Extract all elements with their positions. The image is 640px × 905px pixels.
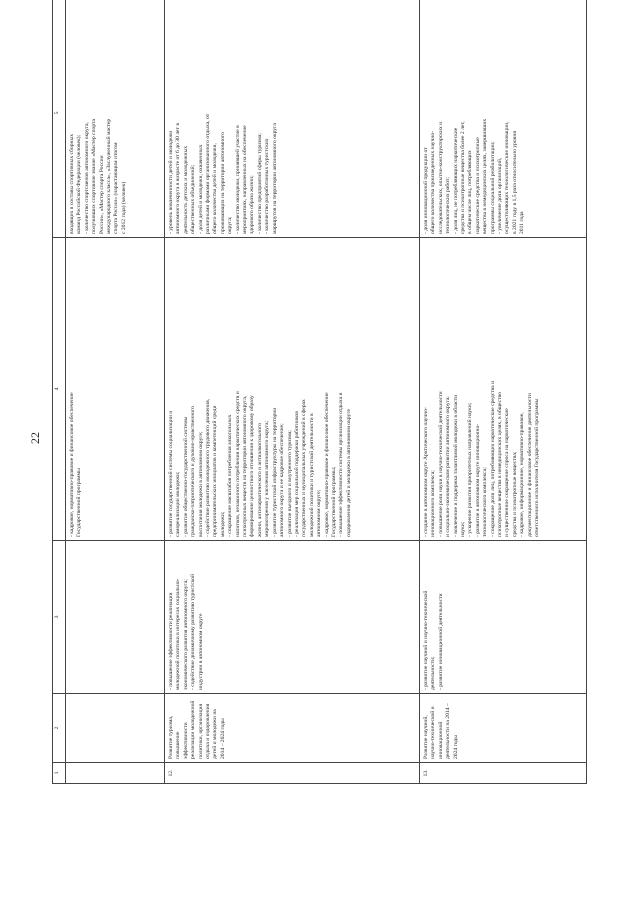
cell-line: - ускорение развития приоритетных направлений науки; (467, 402, 474, 537)
cell-line: - увеличение доли организаций, (497, 157, 504, 234)
cell-line: молодежи; (219, 511, 226, 537)
cell-line: деятельность детских и молодежных (182, 145, 189, 234)
cell-line: психотропных веществ на территории автономного округа, (242, 395, 249, 537)
cell-line: гражданско-патриотического и духовно-нравственного (190, 406, 197, 537)
cell-line: - создание в автономном округе Арктического научно- (423, 407, 429, 537)
cell-line: ответственного исполнителя Государственной программы (534, 398, 541, 537)
cell-line: - повышение эффективности реализации (168, 592, 174, 690)
row-number (66, 763, 165, 784)
header-cell-1: 1 (53, 763, 66, 784)
cell-line: государственных и муниципальных учреждений в сферах (301, 399, 308, 537)
cell-line: напитков, незаконного потребления наркотических средств и (234, 391, 241, 537)
cell-line: экономического развития автономного округа; (182, 579, 189, 690)
cell-line: - развитие инновационной деятельности (437, 593, 444, 690)
program-indicators (165, 0, 420, 238)
cell-line: - повышение эффективности системы организации отдыха и (338, 392, 345, 537)
cell-line: здорового образа жизни; (249, 175, 256, 234)
cell-line: маршрутов на территории автономного округа (271, 123, 278, 234)
cell-line: воспитания молодежи в автономном округе; (197, 431, 204, 537)
cell-line: наркотические средства и психотропные (474, 137, 481, 234)
cell-line: - вовлечение и поддержка талантливой молодежи в области (452, 394, 459, 537)
program-name: Развитие туризма, повышение эффективности реализации молодежной политики, организация отдыха и оздоровления детей и молодежи на 2014 – 2024 годы (165, 694, 420, 763)
cell-line: деятельности; (430, 656, 437, 690)
cell-line: общественных объединений; (190, 164, 197, 234)
cell-line: - доля инновационной продукции от (423, 147, 429, 234)
cell-line: общего количества детей и молодежи, (212, 143, 219, 234)
program-goals (420, 541, 587, 694)
cell-line: предпринимательских инициатив и компетенций среди (212, 405, 219, 537)
cell-line: - развитие научной и научно-технической (423, 590, 429, 690)
programs-table (52, 0, 587, 784)
cell-line: различными формами организованного отдыха, от (205, 113, 212, 234)
page-number: 22 (28, 432, 42, 444)
cell-line: - сокращение доли лиц, потребляющих наркотические средства и (489, 380, 496, 537)
cell-line: - кадровое, нормативно-правовое и финансовое обеспечение (323, 392, 330, 537)
cell-line: получивших спортивное звание «Мастер спорта (91, 118, 98, 234)
cell-line: - развитие туристской инфраструктуры на территории (271, 407, 278, 537)
cell-line: автономном округе; (316, 489, 323, 537)
program-indicators (66, 0, 165, 238)
rotated-page (52, 4, 612, 784)
program-tasks (420, 238, 587, 541)
cell-line: - развитие государственной системы социализации и (168, 410, 174, 537)
cell-line: - количество предприятий сферы туризма; (256, 133, 263, 234)
cell-line: - кадровое, информационное, нормативно-правовое, (519, 412, 526, 537)
cell-line: молодежной политики в интересах социально- (175, 578, 182, 690)
cell-line: - количество спортсменов автономного округа, (83, 122, 90, 234)
cell-line: с 2012 года) (человек) (120, 181, 127, 234)
cell-line: - повышение роли науки в научно-технической деятельности (437, 391, 444, 537)
row-number: 12. (165, 763, 420, 784)
cell-line: - количество разработанных туристских (264, 138, 271, 234)
cell-line: оздоровления детей и молодежи в автономном округе (345, 408, 352, 537)
cell-line: автономного округа в возрасте от 6 до 30 лет в (175, 122, 182, 234)
cell-line: самореализации молодежи; (175, 471, 182, 537)
cell-line: - реализация мер социальной поддержки работников (293, 411, 300, 537)
cell-line: - содействие развитию молодежного трудового движения, (205, 398, 212, 537)
table-row (420, 0, 587, 784)
cell-line: индустрии в автономном округе (197, 613, 204, 690)
cell-line: мероприятиях, направленных на обеспечение (242, 125, 249, 234)
cell-line: - количество молодежи, принявшей участие в (234, 125, 241, 234)
cell-line: - доля лиц, не потребляющих наркотические (452, 127, 459, 234)
cell-line: автономного округа и ее кадровое обеспечение; (279, 423, 286, 537)
header-cell-3: 3 (53, 541, 66, 694)
row-number: 13. (420, 763, 587, 784)
table-row (165, 0, 420, 784)
cell-line: и социально-экономическом развитии автономного округа; (445, 396, 452, 537)
cell-line: - сокращение масштабов потребления алкогольных (227, 414, 234, 537)
cell-line: Государственной программы (76, 468, 83, 537)
cell-line: программы социальной реабилитации; (489, 141, 496, 234)
cell-line: Государственной программы; (330, 466, 337, 537)
cell-line: международного класса», «Заслуженный мастер (106, 118, 113, 234)
cell-line: в 2021 году в 1,5 раза относительно уровня (511, 131, 518, 234)
program-tasks (66, 238, 165, 541)
cell-line: - развитие общественно-государственной системы (182, 416, 189, 537)
cell-line: - доля детей и молодежи, охваченных (197, 144, 204, 234)
cell-line: России», «Мастер спорта России (98, 155, 105, 234)
program-tasks (165, 238, 420, 541)
cell-line: технологического комплекса; (482, 467, 489, 537)
cell-line: - развитие въездного и внутреннего туризма; (286, 430, 293, 537)
program-goals (66, 541, 165, 694)
cell-line: спорта России» (нарастающим итогом (113, 142, 120, 234)
cell-line: - уровень вовлеченности детей и молодежи (168, 130, 174, 234)
program-name: Развитие научной, научно-технической и инновационной деятельности на 2014 – 2024 годы (420, 694, 587, 763)
cell-line: средства и психотропные вещества; (511, 451, 518, 537)
header-row (53, 0, 66, 784)
cell-line: 2011 года (519, 211, 526, 234)
cell-line: средства и психотропные вещества более 2 лет, (460, 121, 467, 234)
header-cell-5: 5 (53, 0, 66, 238)
cell-line: науки; (460, 521, 467, 537)
cell-line: формирование ценностного отношения к здоровому образу (249, 395, 256, 537)
cell-line: входящих в составы спортивных сборных (69, 133, 75, 234)
cell-line: вещества в немедицинских целях, завершивших (482, 118, 489, 234)
cell-line: команд Российской Федерации (человек); (76, 134, 83, 234)
program-goals (165, 541, 420, 694)
program-name (66, 694, 165, 763)
cell-line: инновационного комплекса; (430, 470, 437, 537)
cell-line: технологических работ; (445, 177, 452, 234)
cell-line: округа; (227, 216, 234, 234)
cell-line: жизни, антинаркотического и антиалкогольного (256, 423, 263, 537)
cell-line: - развитие в автономном округе инновационно- (474, 423, 481, 537)
cell-line: психотропные вещества в немедицинских целях, в общество (497, 392, 504, 537)
cell-line: общего количества произведенных научно- (430, 130, 437, 234)
cell-line: осуществляющих технологические инновации, (504, 121, 511, 234)
cell-line: исследовательских, опытно-конструкторских и (437, 121, 444, 234)
cell-line: молодежной политики и туристской деятельности в (308, 413, 315, 537)
cell-line: и существенное сокращение спроса на наркотические (504, 408, 511, 537)
cell-line: - кадровое, нормативно-правовое и финансовое обеспечение (69, 392, 75, 537)
cell-line: - содействие динамичному развитию туристской (190, 573, 197, 690)
header-cell-4: 4 (53, 238, 66, 541)
cell-line: в общем числе лиц, потребляющих (467, 150, 474, 234)
program-indicators (420, 0, 587, 238)
cell-line: проживающих на территории автономного (219, 132, 226, 234)
table-row (66, 0, 165, 784)
cell-line: документационное и финансовое обеспечение деятельности (526, 393, 533, 537)
header-cell-2: 2 (53, 694, 66, 763)
cell-line: мировоззрения у населения автономного округа; (264, 420, 271, 537)
